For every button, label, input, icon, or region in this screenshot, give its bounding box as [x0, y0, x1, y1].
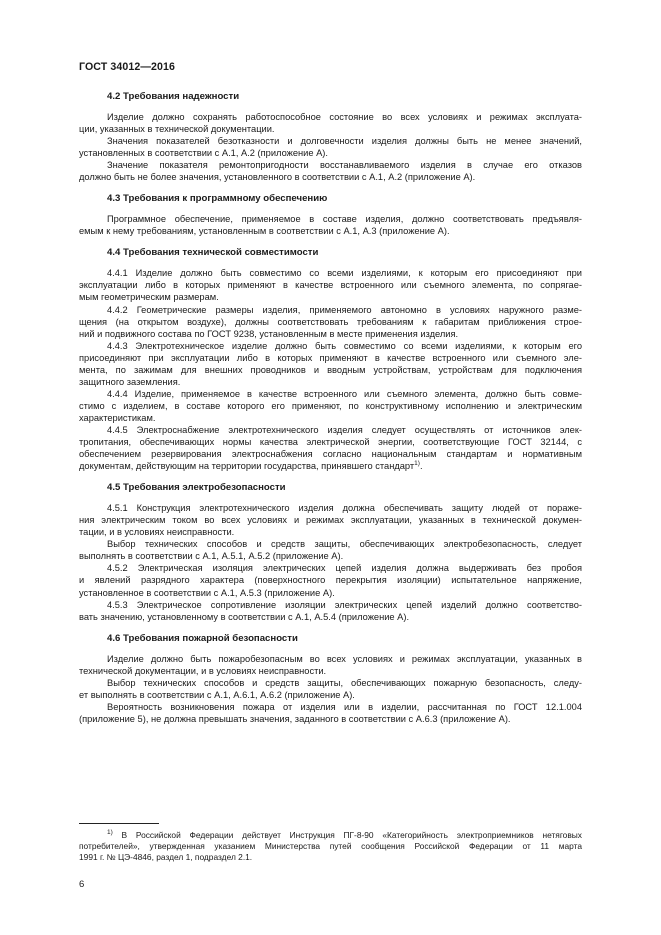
text-line: 4.4.1 Изделие должно быть совместимо со всеми изделиями, к которым его присоединяют при [107, 268, 582, 279]
text-line: ции, указанных в технической документации. [79, 124, 275, 135]
section [79, 193, 582, 237]
text-line: тации, и в условиях неисправности. [79, 527, 235, 538]
section [79, 633, 582, 725]
text-line: обеспечением резервирования электроснабжения согласно национальным стандартам и нормативным [79, 449, 582, 460]
text-line: Изделие должно сохранять работоспособное состояние во всех условиях и режимах эксплуата- [107, 112, 582, 122]
paragraph [79, 562, 582, 598]
paragraph [79, 653, 582, 677]
paragraph [79, 677, 582, 701]
text-line: мым геометрическим размерам. [79, 292, 219, 303]
text-line: щения (на открытом воздухе), должны соответствовать требованиям к габаритам приближения строе- [79, 316, 582, 327]
paragraph [79, 424, 582, 472]
text-line: мента, по зажимам для внешних проводников и вводным устройствам, устройствам для подключения [79, 364, 582, 375]
text-line: технической документации, и в условиях неисправности. [79, 665, 327, 676]
document-body [79, 91, 582, 735]
paragraph [79, 538, 582, 562]
text-line: 4.4.5 Электроснабжение электротехнического изделия следует осуществлять от источников элек- [107, 424, 582, 435]
paragraph [79, 388, 582, 424]
section-title: 4.2 Требования надежности [107, 91, 240, 102]
text-line: емым к нему требованиям, установленным в соответствии с А.1, А.3 (приложение А). [79, 226, 450, 237]
text-line: вать значению, установленному в соответствии с А.1, А.5.4 (приложение А). [79, 611, 410, 622]
footnote-line: 1991 г. № ЦЭ-4846, раздел 1, подраздел 2.1. [79, 852, 253, 863]
text-line: 4.4.4 Изделие, применяемое в качестве встроенного или съемного элемента, должно быть совме- [107, 388, 582, 399]
paragraph [79, 159, 582, 183]
text-line: Значение показателя ремонтопригодности восстанавливаемого изделия в случае его отказов [107, 160, 582, 171]
paragraph [79, 135, 582, 159]
text-line: 4.4.2 Геометрические размеры изделия, применяемого автономно в условиях наружного разме- [107, 304, 582, 315]
text-line: ния электрическим током во всех условиях и режимах эксплуатации, указанных в технической докумен- [79, 515, 582, 526]
text-line: присоединяют при эксплуатации либо в которых применяют в качестве встроенного или съемного эле- [79, 352, 582, 363]
page-number: 6 [79, 879, 85, 890]
footnote-line: потребителей», утвержденная указанием Министерства путей сообщения Российской Федерации от 11 марта [79, 841, 582, 852]
section-title: 4.4 Требования технической совместимости [107, 247, 319, 259]
paragraph [79, 111, 582, 135]
text-line: 4.5.3 Электрическое сопротивление изоляции электрических цепей изделий должно соответство- [107, 599, 582, 610]
text-line: Значения показателей безотказности и долговечности изделия должны быть не менее значений, [107, 136, 582, 147]
paragraph [79, 599, 582, 623]
text-line: ний и подвижного состава по ГОСТ 9238, установленным в месте применения изделия. [79, 328, 459, 339]
text-line: установленных в соответствии с А.1, А.2 (приложение А). [79, 148, 328, 159]
paragraph [79, 213, 582, 237]
footnote-reference[interactable]: 1) [414, 460, 420, 468]
footnote-line: $^{1)}$ В Российской Федерации действует Инструкция ПГ-8-90 «Категорийность электроприемников нетяговых [107, 829, 582, 840]
document-header: ГОСТ 34012—2016 [79, 61, 176, 73]
text-line: Изделие должно быть пожаробезопасным во всех условиях и режимах эксплуатации, указанных в [107, 653, 582, 664]
text-line: стимо с изделием, в составе которого его применяют, по конструктивному исполнению и электрическим [79, 400, 582, 411]
text-line: Программное обеспечение, применяемое в составе изделия, должно соответствовать предъявля- [107, 214, 582, 225]
footnote [79, 830, 582, 864]
footnote-marker: 1) [107, 829, 113, 836]
paragraph [79, 267, 582, 303]
text-line: 4.4.3 Электротехническое изделие должно быть совместимо со всеми изделиями, к которым его [107, 340, 582, 351]
section-title: 4.6 Требования пожарной безопасности [107, 632, 298, 644]
text-line: защитного заземления. [79, 376, 181, 387]
footnote-divider [79, 823, 159, 824]
paragraph [79, 304, 582, 340]
text-line: установленное в соответствии с А.1, А.5.3 (приложение А). [79, 587, 335, 598]
paragraph [79, 701, 582, 725]
text-line: Выбор технических способов и средств защиты, обеспечивающих электробезопасность, следует [107, 539, 582, 550]
text-line: ет выполнять в соответствии с А.1, А.6.1, А.6.2 (приложение А). [79, 689, 355, 700]
text-line: (приложение 5), не должна превышать значения, заданного в соответствии с А.6.3 (приложение А). [79, 713, 511, 724]
text-line: 4.5.1 Конструкция электротехнического изделия должна обеспечивать защиту людей от пораже- [107, 503, 582, 514]
text-line: выполнять в соответствии с А.1, А.5.1, А.5.2 (приложение А). [79, 551, 344, 562]
section [79, 247, 582, 472]
text-line: и явлений разрядного характера (поверхностного перекрытия изоляции) испытательное напряжение, [79, 575, 582, 586]
text-line: характеристикам. [79, 412, 156, 423]
text-line: тропитания, обеспечивающих нормы качества электрической энергии, соответствующие ГОСТ 32144, с [79, 437, 582, 448]
text-line: документам, действующим на территории государства, принявшего стандарт$^{1)}$. [79, 460, 423, 472]
text-line: должно быть не более значения, установленного в соответствии с А.1, А.2 (приложение А). [79, 172, 476, 183]
text-line: 4.5.2 Электрическая изоляция электрических цепей изделия должна выдерживать без пробоя [107, 563, 582, 574]
text-line: эксплуатации либо в которых применяют в качестве встроенного или съемного элемента, по сопрягае- [79, 280, 582, 291]
paragraph [79, 340, 582, 388]
section-title: 4.3 Требования к программному обеспечению [107, 193, 328, 205]
section [79, 91, 582, 183]
text-line: Выбор технических способов и средств защиты, обеспечивающих пожарную безопасность, следу- [107, 677, 582, 688]
text-line: Вероятность возникновения пожара от изделия или в изделии, рассчитанная по ГОСТ 12.1.004 [107, 701, 582, 712]
section-title: 4.5 Требования электробезопасности [107, 482, 286, 494]
section [79, 482, 582, 622]
paragraph [79, 502, 582, 538]
